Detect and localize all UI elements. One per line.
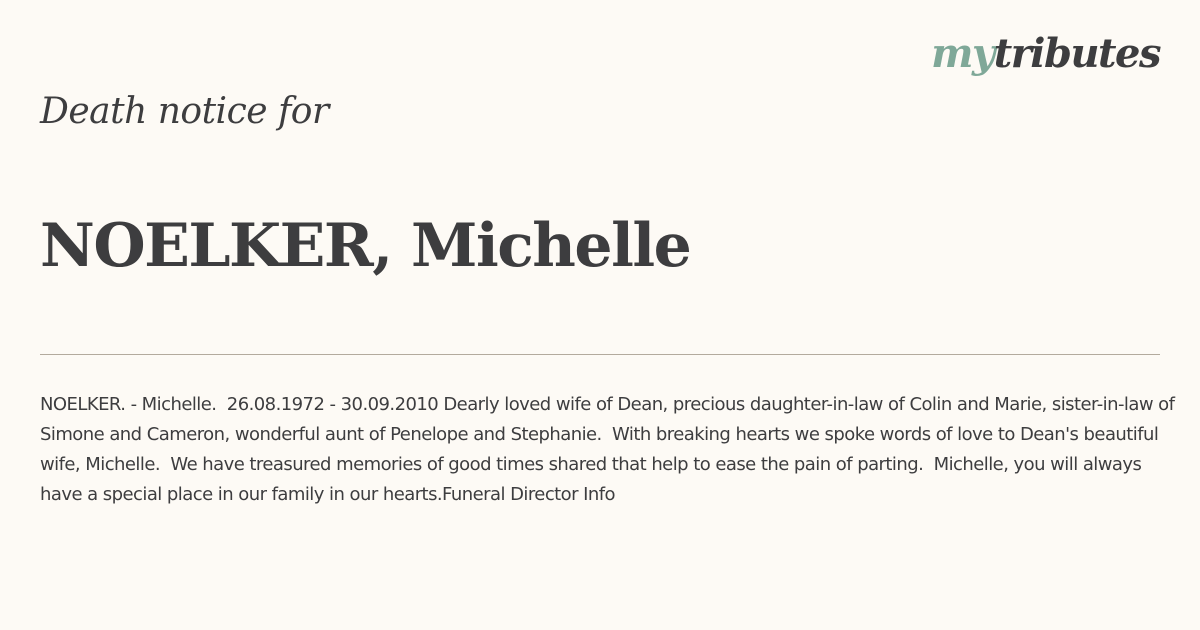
- notice-body: NOELKER. - Michelle. 26.08.1972 - 30.09.2010 Dearly loved wife of Dean, precious daughter-in-law of Colin and Marie, sister-in-law of Simone and Cameron, wonderful aunt of Penelope and Stephanie. With breaking hearts we spoke words of love to Dean's beautiful wife, Michelle. We have treasured memories of good times shared that help to ease the pain of parting. Michelle, you will always have a special place in our family in our hearts.Funeral Director Info: [40, 394, 1180, 505]
- mytributes-logo: [931, 30, 1160, 77]
- deceased-name: NOELKER, Michelle: [40, 211, 691, 281]
- logo-my: my: [931, 30, 994, 77]
- divider: [40, 354, 1160, 355]
- logo-tributes: tributes: [993, 30, 1160, 77]
- notice-kicker: Death notice for: [40, 91, 329, 132]
